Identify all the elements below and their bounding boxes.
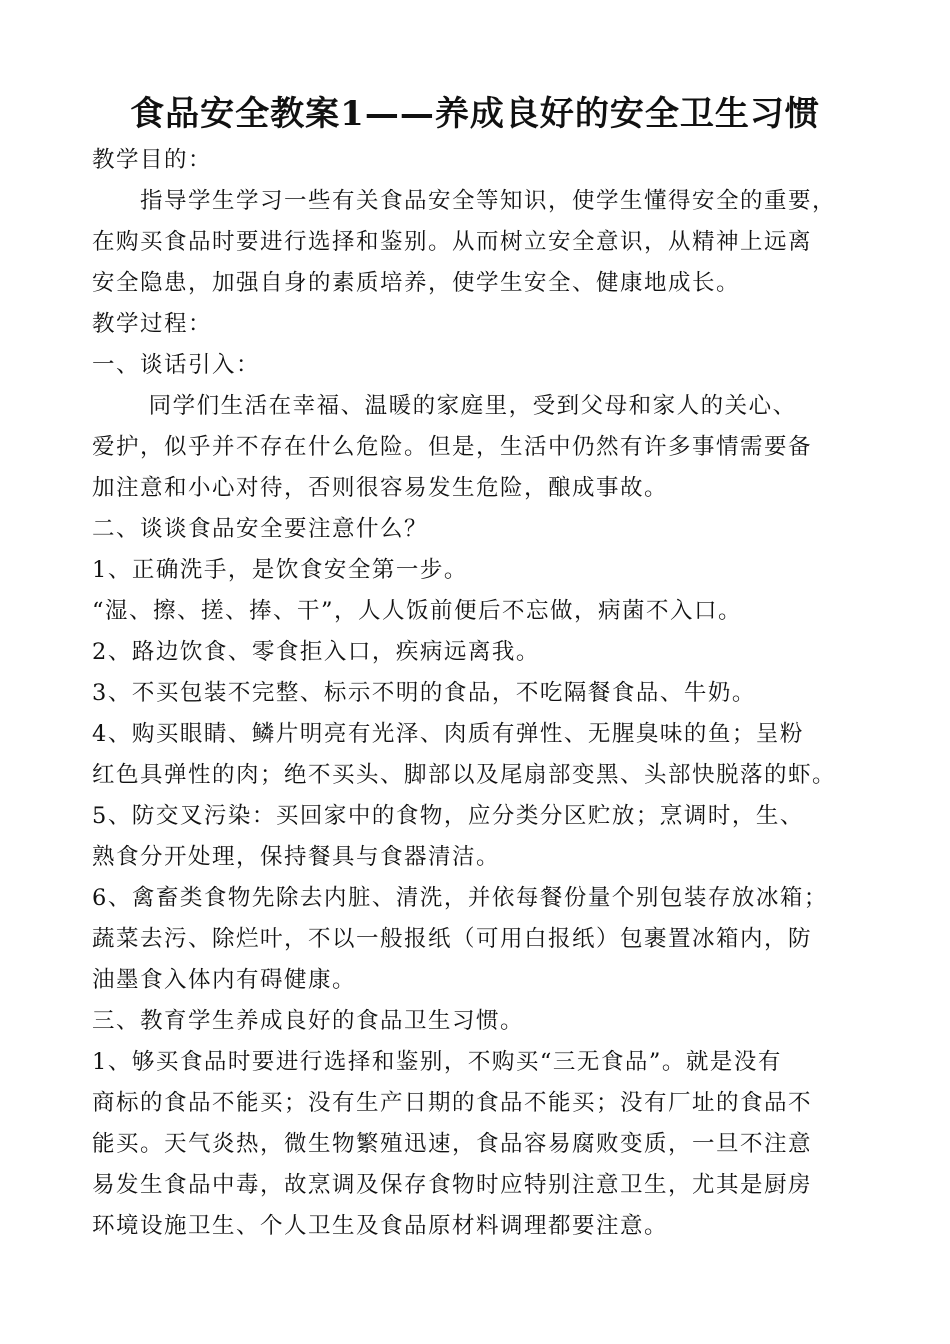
text-line: 爱护，似乎并不存在什么危险。但是，生活中仍然有许多事情需要备 bbox=[92, 434, 813, 460]
text-line: 1、正确洗手，是饮食安全第一步。 bbox=[92, 557, 468, 583]
text-line: 易发生食品中毒，故烹调及保存食物时应特别注意卫生，尤其是厨房 bbox=[92, 1172, 813, 1198]
text-line: 三、教育学生养成良好的食品卫生习惯。 bbox=[92, 1008, 525, 1034]
text-line: 6、禽畜类食物先除去内脏、清洗，并依每餐份量个别包装存放冰箱； bbox=[92, 885, 828, 911]
text-line: 指导学生学习一些有关食品安全等知识，使学生懂得安全的重要， bbox=[92, 188, 837, 214]
document-title: 食品安全教案1——养成良好的安全卫生习惯 bbox=[130, 94, 820, 134]
text-line: 油墨食入体内有碍健康。 bbox=[92, 967, 357, 993]
text-line: 同学们生活在幸福、温暖的家庭里，受到父母和家人的关心、 bbox=[92, 393, 797, 419]
text-line: 加注意和小心对待，否则很容易发生危险，酿成事故。 bbox=[92, 475, 669, 501]
text-line: 二、谈谈食品安全要注意什么？ bbox=[92, 516, 429, 542]
text-line: 2、路边饮食、零食拒入口，疾病远离我。 bbox=[92, 639, 540, 665]
text-line: 商标的食品不能买；没有生产日期的食品不能买；没有厂址的食品不 bbox=[92, 1090, 813, 1116]
text-line: 4、购买眼睛、鳞片明亮有光泽、肉质有弹性、无腥臭味的鱼；呈粉 bbox=[92, 721, 804, 747]
text-line: 安全隐患，加强自身的素质培养，使学生安全、健康地成长。 bbox=[92, 270, 741, 296]
text-line: 在购买食品时要进行选择和鉴别。从而树立安全意识，从精神上远离 bbox=[92, 229, 813, 255]
document-body bbox=[92, 140, 864, 1247]
text-line: 教学过程： bbox=[92, 311, 213, 337]
text-line: 环境设施卫生、个人卫生及食品原材料调理都要注意。 bbox=[92, 1213, 669, 1239]
text-line: “湿、擦、搓、捧、干”，人人饭前便后不忘做，病菌不入口。 bbox=[92, 598, 743, 624]
text-line: 5、防交叉污染：买回家中的食物，应分类分区贮放；烹调时，生、 bbox=[92, 803, 804, 829]
text-line: 能买。天气炎热，微生物繁殖迅速，食品容易腐败变质，一旦不注意 bbox=[92, 1131, 813, 1157]
text-line: 一、谈话引入： bbox=[92, 352, 261, 378]
text-line: 蔬菜去污、除烂叶，不以一般报纸（可用白报纸）包裹置冰箱内，防 bbox=[92, 926, 813, 952]
text-line: 3、不买包装不完整、标示不明的食品，不吃隔餐食品、牛奶。 bbox=[92, 680, 756, 706]
text-line: 教学目的： bbox=[92, 147, 213, 173]
text-line: 红色具弹性的肉；绝不买头、脚部以及尾扇部变黑、头部快脱落的虾。 bbox=[92, 762, 837, 788]
text-line: 1、够买食品时要进行选择和鉴别，不购买“三无食品”。就是没有 bbox=[92, 1049, 782, 1075]
text-line: 熟食分开处理，保持餐具与食器清洁。 bbox=[92, 844, 501, 870]
